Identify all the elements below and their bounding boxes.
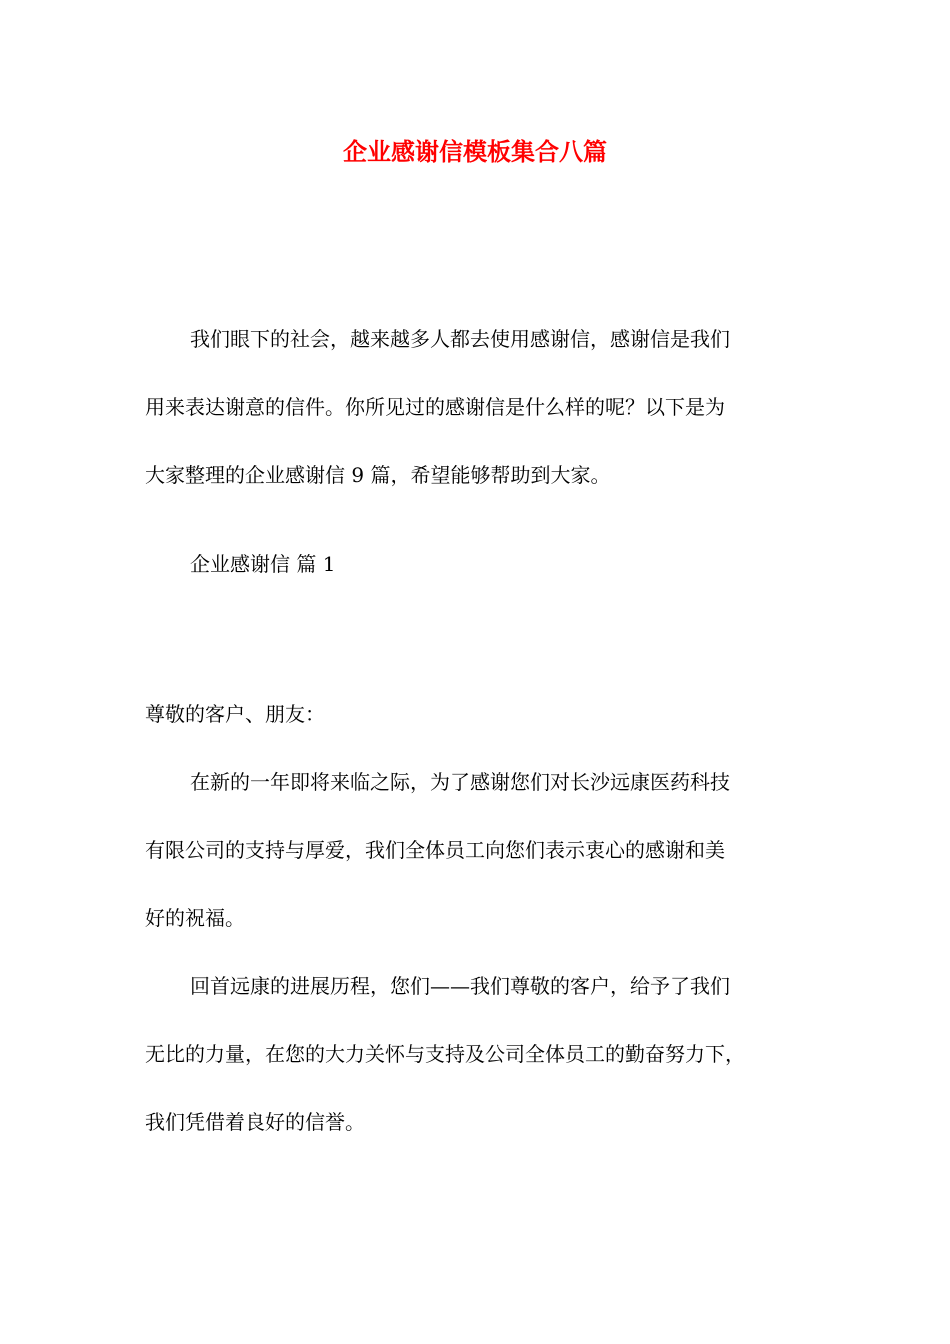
para2-line-3: 我们凭借着良好的信誉。 [145,1110,365,1134]
salutation: 尊敬的客户、朋友： [145,702,325,726]
section-heading: 企业感谢信 篇 1 [190,552,336,576]
intro-paragraph [145,305,807,509]
section-heading-block [145,530,807,598]
para2-line-2: 无比的力量，在您的大力关怀与支持及公司全体员工的勤奋努力下， [145,1042,745,1066]
para2-line-1: 回首远康的进展历程，您们——我们尊敬的客户，给予了我们 [190,974,730,998]
intro-line-1: 我们眼下的社会，越来越多人都去使用感谢信，感谢信是我们 [190,327,730,351]
document-title: 企业感谢信模板集合八篇 [343,137,607,166]
para1-line-3: 好的祝福。 [145,906,245,930]
letter-body [145,680,807,1156]
intro-line-2: 用来表达谢意的信件。你所见过的感谢信是什么样的呢？以下是为 [145,395,725,419]
intro-line-3: 大家整理的企业感谢信 9 篇，希望能够帮助到大家。 [145,463,611,487]
para1-line-2: 有限公司的支持与厚爱，我们全体员工向您们表示衷心的感谢和美 [145,838,725,862]
para1-line-1: 在新的一年即将来临之际，为了感谢您们对长沙远康医药科技 [190,770,730,794]
